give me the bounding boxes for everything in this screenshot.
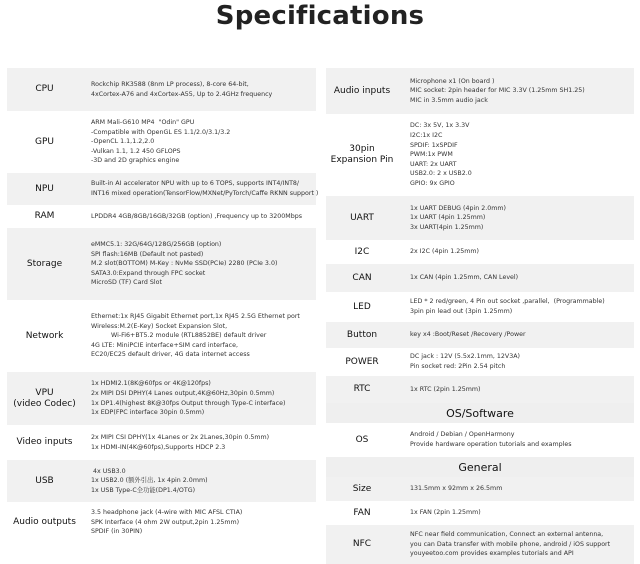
spec-label: I2C bbox=[354, 246, 370, 257]
spec-row-power bbox=[326, 348, 634, 376]
spec-value bbox=[398, 348, 634, 376]
spec-row-ram bbox=[7, 205, 316, 228]
spec-value-line: eMMC5.1: 32G/64G/128G/256GB (option) bbox=[91, 241, 222, 249]
spec-value-line: 4x USB3.0 bbox=[91, 467, 126, 475]
spec-label: NPU bbox=[35, 183, 54, 194]
spec-value-line: 1x HDMI2.1(8K@60fps or 4K@120fps) bbox=[91, 380, 211, 388]
spec-row-can bbox=[326, 264, 634, 292]
spec-value bbox=[82, 228, 316, 300]
spec-value-line: 3x UART(4pin 1.25mm) bbox=[410, 223, 484, 231]
spec-value-line: 1x USB2.0 (额外引出, 1x 4pin 2.0mm) bbox=[91, 477, 208, 485]
section-heading-os-software: OS/Software bbox=[326, 403, 634, 423]
spec-value bbox=[82, 460, 316, 502]
spec-value bbox=[398, 376, 634, 403]
spec-value bbox=[82, 425, 316, 460]
spec-label: Button bbox=[346, 329, 378, 340]
spec-row-uart bbox=[326, 196, 634, 240]
spec-value-line: SPDIF (in 30PIN) bbox=[91, 528, 143, 536]
spec-value-line: UART: 2x UART bbox=[410, 160, 457, 168]
spec-value bbox=[398, 264, 634, 292]
spec-value-line: 1x CAN (4pin 1.25mm, CAN Level) bbox=[410, 274, 519, 282]
spec-row-audio-outputs bbox=[7, 502, 316, 543]
spec-row-fan bbox=[326, 501, 634, 525]
spec-value bbox=[82, 68, 316, 111]
spec-label: Network bbox=[25, 330, 64, 341]
spec-value-line: -Vulkan 1.1, 1.2 450 GFLOPS bbox=[91, 147, 181, 155]
spec-value-line: SPDIF: 1xSPDIF bbox=[410, 141, 458, 149]
spec-value-line: 3.5 headphone jack (4-wire with MIC AFSL CTIA) bbox=[91, 509, 243, 517]
spec-value bbox=[398, 292, 634, 322]
spec-value-line: SATA3.0:Expand through FPC socket bbox=[91, 269, 206, 277]
spec-value bbox=[398, 240, 634, 264]
spec-label: Video inputs bbox=[16, 437, 73, 447]
spec-label: RAM bbox=[34, 211, 55, 221]
spec-value bbox=[82, 372, 316, 425]
spec-value-line: Microphone x1 (On board ) bbox=[410, 77, 495, 85]
spec-value-line: GPIO: 9x GPIO bbox=[410, 179, 455, 187]
spec-row-video-inputs bbox=[7, 425, 316, 460]
spec-value-line: MicroSD (TF) Card Slot bbox=[91, 279, 162, 287]
spec-value-line: 1x DP1.4(highest 8K@30fps Output through Type-C interface) bbox=[91, 399, 286, 407]
spec-value-line: LED * 2 red/green, 4 Pin out socket ,parallel, (Programmable) bbox=[410, 298, 605, 306]
spec-value-line: 1x UART (4pin 1.25mm) bbox=[410, 214, 486, 222]
spec-value-line: -3D and 2D graphics engine bbox=[91, 157, 180, 165]
spec-value-line: DC jack : 12V (5.5x2.1mm, 12V3A) bbox=[410, 353, 520, 361]
spec-value-line: key x4 :Boot/Reset /Recovery /Power bbox=[410, 331, 526, 339]
spec-label: CPU bbox=[35, 84, 54, 94]
spec-label: GPU bbox=[35, 136, 54, 147]
spec-value-line: -OpenCL 1.1,1.2,2.0 bbox=[91, 138, 155, 146]
spec-value-line: ARM Mali-G610 MP4 "Odin" GPU bbox=[91, 119, 195, 127]
spec-value-line: USB2.0: 2 x USB2.0 bbox=[410, 170, 472, 178]
spec-row-led bbox=[326, 292, 634, 322]
spec-label: Audio outputs bbox=[13, 517, 76, 527]
spec-row-vpu-video-codec bbox=[7, 372, 316, 425]
spec-value bbox=[398, 114, 634, 196]
spec-value-line: 1x RTC (2pin 1.25mm) bbox=[410, 385, 481, 393]
spec-label: Size bbox=[352, 483, 372, 494]
spec-label: RTC bbox=[353, 384, 371, 394]
page-title: Specifications bbox=[215, 1, 425, 31]
spec-value bbox=[82, 300, 316, 372]
spec-row-os bbox=[326, 423, 634, 457]
section-heading-general: General bbox=[326, 457, 634, 477]
spec-label: VPU (video Codec) bbox=[13, 387, 76, 409]
spec-value-line: MIC socket: 2pin header for MIC 3.3V (1.25mm SH1.25) bbox=[410, 87, 585, 95]
spec-value-line: Provide hardware operation tutorials and examples bbox=[410, 441, 572, 448]
spec-row-usb bbox=[7, 460, 316, 502]
spec-value-line: Built-in AI accelerator NPU with up to 6 TOPS, supports INT4/INT8/ bbox=[91, 180, 300, 188]
spec-value-line: Ethernet:1x RJ45 Gigabit Ethernet port,1x RJ45 2.5G Ethernet port bbox=[91, 313, 300, 321]
spec-value-line: 2x MIPI DSI DPHY(4 Lanes output,4K@60Hz,30pin 0.5mm) bbox=[91, 389, 275, 397]
spec-label: FAN bbox=[353, 507, 371, 518]
spec-value-line: 2x MIPI CSI DPHY(1x 4Lanes or 2x 2Lanes,30pin 0.5mm) bbox=[91, 433, 270, 441]
spec-value-line: 4G LTE: MiniPCIE interface+SIM card interface, bbox=[91, 341, 238, 349]
spec-value bbox=[398, 196, 634, 240]
spec-row-rtc bbox=[326, 376, 634, 403]
spec-label: Storage bbox=[26, 258, 63, 269]
spec-value-line: 1x EDP(FPC interface 30pin 0.5mm) bbox=[91, 409, 205, 417]
spec-value-line: youyeetoo.com provides examples tutorials and API bbox=[410, 550, 574, 558]
spec-row-size bbox=[326, 477, 634, 501]
spec-value-line: 131.5mm x 92mm x 26.5mm bbox=[410, 485, 503, 493]
spec-value-line: PWM:1x PWM bbox=[410, 151, 453, 159]
spec-value-line: Pin socket red: 2Pin 2.54 pitch bbox=[410, 363, 506, 370]
spec-label: UART bbox=[350, 212, 374, 223]
spec-row-npu bbox=[7, 173, 319, 205]
spec-value bbox=[82, 173, 318, 205]
spec-row-network bbox=[7, 300, 316, 372]
spec-value-line: NFC near field communication, Connect an external antenna, bbox=[410, 531, 604, 539]
spec-value bbox=[398, 525, 634, 564]
spec-label: 30pin Expansion Pin bbox=[330, 144, 394, 165]
spec-label: Audio inputs bbox=[333, 85, 391, 96]
spec-value-line: INT16 mixed operation(TensorFlow/MXNet/PyTorch/Caffe RKNN support ) bbox=[91, 190, 319, 197]
spec-label: OS bbox=[355, 434, 369, 445]
spec-row-storage bbox=[7, 228, 316, 300]
spec-row-30pin-expansion-pin bbox=[326, 114, 634, 196]
spec-value-line: LPDDR4 4GB/8GB/16GB/32GB (option) ,Frequency up to 3200Mbps bbox=[91, 212, 302, 220]
spec-value-line: 4xCortex-A76 and 4xCortex-A55, Up to 2.4GHz frequency bbox=[91, 90, 273, 98]
spec-value-line: 1x HDMI-IN(4K@60fps),Supports HDCP 2.3 bbox=[91, 443, 226, 451]
spec-value-line: I2C:1x I2C bbox=[410, 132, 443, 140]
spec-value-line: Wireless:M.2(E-Key) Socket Expansion Slot, bbox=[91, 322, 228, 330]
spec-value bbox=[398, 68, 634, 114]
spec-row-gpu bbox=[7, 111, 316, 173]
spec-row-button bbox=[326, 322, 634, 348]
spec-value-line: M.2 slot(BOTTOM) M-Key : NvMe SSD(PCIe) 2280 (PCIe 3.0) bbox=[91, 260, 278, 268]
spec-value-line: EC20/EC25 default driver, 4G data internet access bbox=[91, 351, 250, 359]
spec-value-line: -Compatible with OpenGL ES 1.1/2.0/3.1/3.2 bbox=[91, 128, 231, 136]
spec-row-i2c bbox=[326, 240, 634, 264]
spec-value-line: MIC in 3.5mm audio jack bbox=[410, 96, 488, 104]
spec-row-cpu bbox=[7, 68, 316, 111]
spec-label: NFC bbox=[352, 539, 372, 549]
spec-value-line: 1x FAN (2pin 1.25mm) bbox=[410, 509, 481, 517]
spec-value bbox=[398, 477, 634, 501]
spec-value bbox=[82, 111, 316, 173]
spec-value bbox=[398, 423, 634, 457]
spec-value bbox=[398, 322, 634, 348]
spec-value bbox=[82, 205, 316, 228]
spec-row-nfc bbox=[326, 525, 634, 564]
spec-label: LED bbox=[353, 301, 371, 312]
spec-value bbox=[82, 502, 316, 543]
spec-value bbox=[398, 501, 634, 525]
spec-value-line: Wi-Fi6+BT5.2 module (RTL8852BE) default driver bbox=[91, 332, 267, 340]
spec-value-line: DC: 3x 5V, 1x 3.3V bbox=[410, 122, 470, 130]
spec-value-line: 3pin pin lead out (3pin 1.25mm) bbox=[410, 308, 513, 315]
spec-value-line: 2x I2C (4pin 1.25mm) bbox=[410, 248, 479, 256]
spec-value-line: 1x UART DEBUG (4pin 2.0mm) bbox=[410, 204, 506, 212]
spec-label: POWER bbox=[345, 356, 379, 367]
spec-value-line: Rockchip RK3588 (8nm LP process), 8-core 64-bit, bbox=[91, 80, 249, 88]
spec-row-audio-inputs bbox=[326, 68, 634, 114]
spec-value-line: you can Data transfer with mobile phone, android / iOS support bbox=[410, 540, 611, 548]
spec-label: USB bbox=[35, 475, 54, 486]
spec-value-line: Android / Debian / OpenHarmony bbox=[410, 431, 515, 439]
spec-value-line: SPK Interface (4 ohm 2W output,2pin 1.25mm) bbox=[91, 518, 240, 526]
spec-value-line: 1x USB Type-C全功能(DP1.4/OTG) bbox=[91, 486, 196, 494]
spec-label: CAN bbox=[352, 272, 372, 283]
spec-value-line: SPI flash:16MB (Default not pasted) bbox=[91, 250, 204, 258]
